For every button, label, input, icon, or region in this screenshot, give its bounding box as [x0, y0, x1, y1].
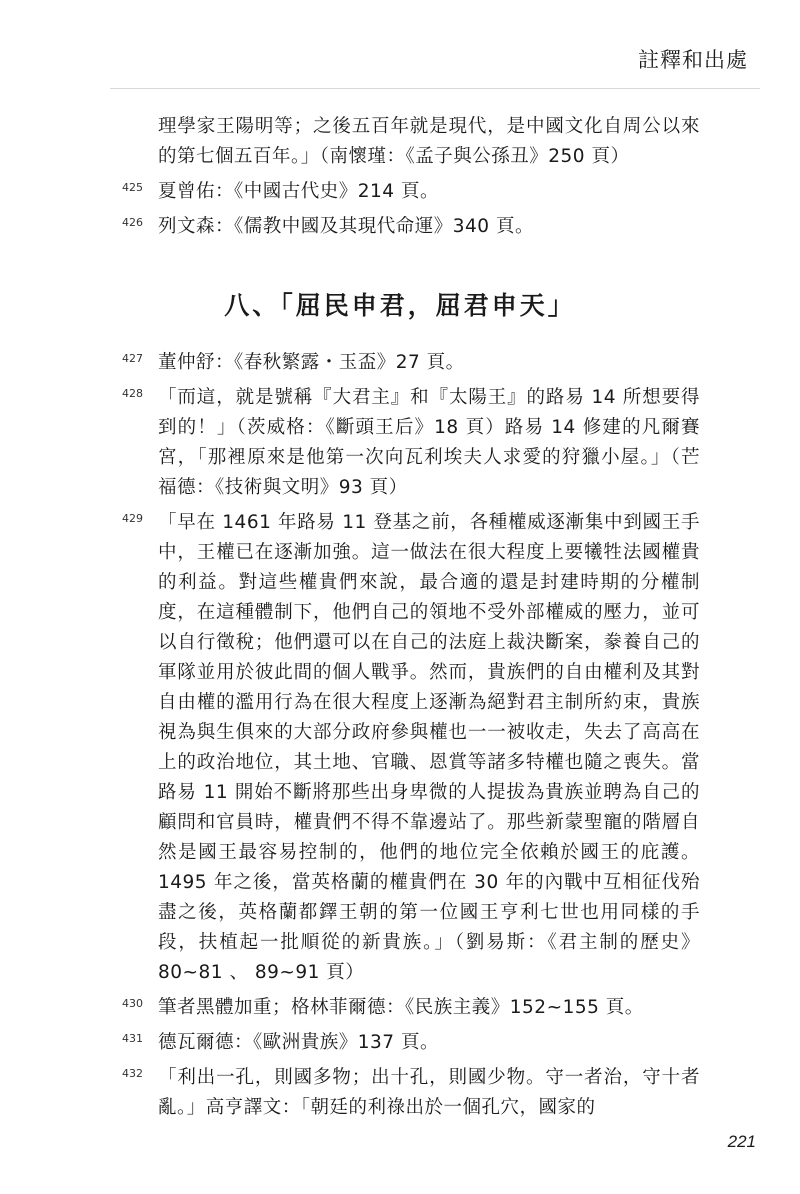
- footnote-431: [120, 1028, 700, 1058]
- footnote-number: 431: [122, 1032, 143, 1045]
- footnote-432: [120, 1063, 700, 1123]
- footnote-text: 德瓦爾德：《歐洲貴族》137 頁。: [158, 1032, 439, 1053]
- footnote-text: 夏曾佑：《中國古代史》214 頁。: [158, 181, 439, 202]
- footnote-number: 428: [122, 387, 143, 400]
- footnote-text: 列文森：《儒教中國及其現代命運》340 頁。: [158, 216, 534, 237]
- footnote-427: [120, 348, 700, 378]
- footnote-text: 董仲舒：《春秋繁露・玉盃》27 頁。: [158, 352, 465, 373]
- footnote-text: 「早在 1461 年路易 11 登基之前，各種權威逐漸集中到國王手中，王權已在逐漸加強。這一做法在很大程度上要犧牲法國權貴的利益。對這些權貴們來說，最合適的還是封建時期的分權制度，在這種體制下，他們自己的領地不受外部權威的壓力，並可以自行徵稅；他們還可以在自己的法庭上裁決斷案，豢養自己的軍隊並用於彼此間的個人戰爭。然而，貴族們的自由權利及其對自由權的濫用行為在很大程度上逐漸為絕對君主制所約束，貴族視為與生俱來的大部分政府參與權也一一被收走，失去了高高在上的政治地位，其土地、官職、恩賞等諸多特權也隨之喪失。當路易 11 開始不斷將那些出身卑微的人提拔為貴族並聘為自己的顧問和官員時，權貴們不得不靠邊站了。那些新蒙聖寵的階層自然是國王最容易控制的，他們的地位完全依賴於國王的庇護。1495 年之後，當英格蘭的權貴們在 30 年的內戰中互相征伐殆盡之後，英格蘭都鐸王朝的第一位國王亨利七世也用同樣的手段，扶植起一批順從的新貴族。」（劉易斯：《君主制的歷史》80~81 、 89~91 頁）: [158, 512, 700, 983]
- notes-top: [120, 112, 700, 247]
- footnote-number: 430: [122, 997, 143, 1010]
- footnote-text: 「利出一孔，則國多物；出十孔，則國少物。守一者治，守十者亂。」高亨譯文：「朝廷的利祿出於一個孔穴，國家的: [158, 1067, 700, 1118]
- footnote-430: [120, 993, 700, 1023]
- footnote-continuation: [120, 112, 700, 172]
- page-number: 221: [727, 1132, 756, 1151]
- notes-section: [120, 348, 700, 1128]
- footnote-number: 425: [122, 181, 143, 194]
- running-head: 註釋和出處: [638, 48, 748, 72]
- footnote-428: [120, 383, 700, 503]
- footnote-number: 427: [122, 352, 143, 365]
- footnote-text: 理學家王陽明等；之後五百年就是現代，是中國文化自周公以來的第七個五百年。」（南懷瑾：《孟子與公孫丑》250 頁）: [158, 116, 700, 167]
- footnote-425: [120, 177, 700, 207]
- header-rule: [110, 88, 760, 89]
- footnote-number: 426: [122, 216, 143, 229]
- footnote-426: [120, 212, 700, 242]
- footnote-429: [120, 508, 700, 988]
- footnote-number: 429: [122, 512, 143, 525]
- section-title: 八、「屈民申君，屈君申天」: [224, 291, 576, 320]
- footnote-number: 432: [122, 1067, 143, 1080]
- footnote-text: 筆者黑體加重；格林菲爾德：《民族主義》152~155 頁。: [158, 997, 644, 1018]
- footnote-text: 「而這，就是號稱『大君主』和『太陽王』的路易 14 所想要得到的！」（茨威格：《斷頭王后》18 頁）路易 14 修建的凡爾賽宮，「那裡原來是他第一次向瓦利埃夫人求愛的狩獵小屋。」（芒福德：《技術與文明》93 頁）: [158, 387, 700, 498]
